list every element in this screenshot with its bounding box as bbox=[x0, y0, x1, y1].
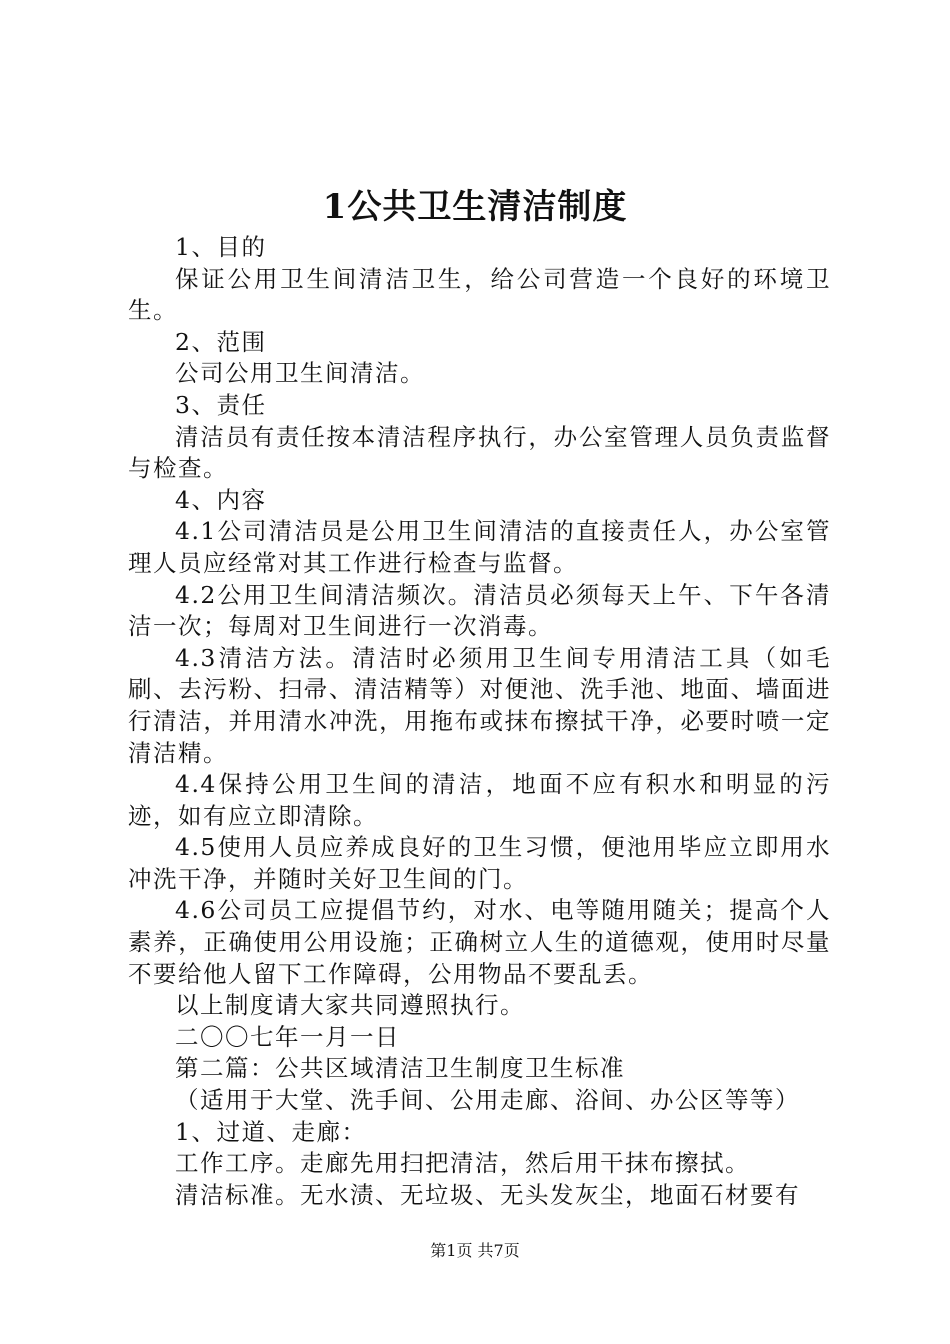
paragraph: 保证公用卫生间清洁卫生，给公司营造一个良好的环境卫生。 bbox=[128, 264, 831, 325]
paragraph: 清洁标准。无水渍、无垃圾、无头发灰尘，地面石材要有 bbox=[175, 1180, 800, 1209]
paragraph: 4.1公司清洁员是公用卫生间清洁的直接责任人，办公室管理人员应经常对其工作进行检查与监督。 bbox=[128, 517, 831, 577]
paragraph: 4.3清洁方法。清洁时必须用卫生间专用清洁工具（如毛刷、去污粉、扫帚、清洁精等）对便池、洗手池、地面、墙面进行清洁，并用清水冲洗，用拖布或抹布擦拭干净，必要时喷一定清洁精。 bbox=[128, 643, 831, 767]
section-heading: 1、过道、走廊： bbox=[175, 1117, 367, 1146]
document-body bbox=[128, 232, 831, 1211]
document-title: 1公共卫生清洁制度 bbox=[322, 187, 628, 227]
section-heading: 3、责任 bbox=[175, 390, 267, 419]
paragraph: 公司公用卫生间清洁。 bbox=[175, 359, 425, 388]
paragraph: 4.4保持公用卫生间的清洁，地面不应有积水和明显的污迹，如有应立即清除。 bbox=[128, 770, 831, 830]
page-footer: 第1页 共7页 bbox=[430, 1241, 520, 1260]
paragraph: 以上制度请大家共同遵照执行。 bbox=[175, 991, 525, 1020]
paragraph: 4.2公用卫生间清洁频次。清洁员必须每天上午、下午各清洁一次；每周对卫生间进行一次消毒。 bbox=[128, 580, 831, 641]
paragraph: 工作工序。走廊先用扫把清洁，然后用干抹布擦拭。 bbox=[175, 1149, 750, 1178]
section-heading: 1、目的 bbox=[175, 233, 267, 261]
paragraph: 清洁员有责任按本清洁程序执行，办公室管理人员负责监督与检查。 bbox=[128, 422, 831, 483]
section-heading: 4、内容 bbox=[175, 485, 267, 514]
paragraph: 4.5使用人员应养成良好的卫生习惯，便池用毕应立即用水冲洗干净，并随时关好卫生间的门。 bbox=[128, 833, 831, 893]
paragraph: 4.6公司员工应提倡节约，对水、电等随用随关；提高个人素养，正确使用公用设施；正确树立人生的道德观，使用时尽量不要给他人留下工作障碍，公用物品不要乱丢。 bbox=[128, 896, 831, 988]
date-line: 二〇〇七年一月一日 bbox=[175, 1022, 400, 1051]
section-heading: 2、范围 bbox=[175, 327, 267, 356]
section-heading: 第二篇：公共区域清洁卫生制度卫生标准 bbox=[175, 1054, 625, 1083]
paragraph: （适用于大堂、洗手间、公用走廊、浴间、办公区等等） bbox=[175, 1086, 800, 1115]
